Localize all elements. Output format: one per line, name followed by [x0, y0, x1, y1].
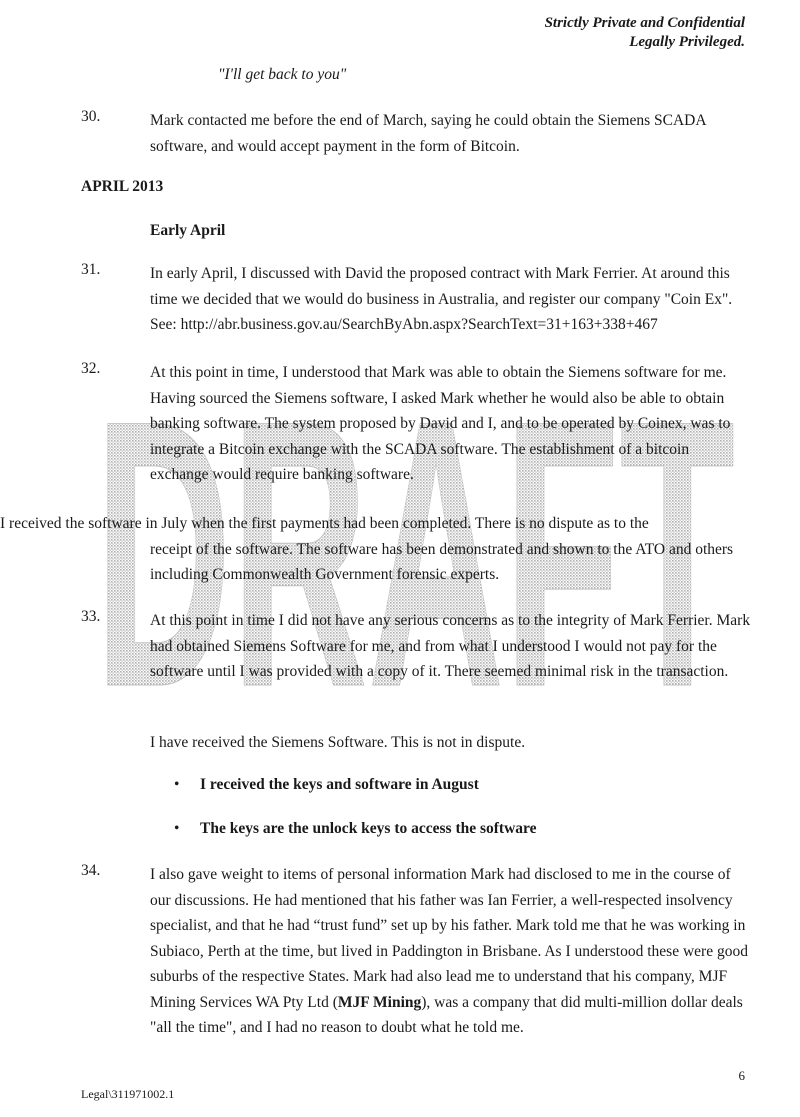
confidentiality-header: [545, 14, 745, 52]
paragraph-text: At this point in time, I understood that Mark was able to obtain the Siemens software for me. Having sourced the Siemens software, I asked Mark whether he would also be able to obtain banking software. The system proposed by David and I, and to be operated by Coinex, was to integrate a Bitcoin exchange with the SCADA software. The establishment of a bitcoin exchange would require banking software.: [150, 364, 731, 483]
quote-line: "I'll get back to you": [218, 66, 347, 83]
paragraph-31: [81, 261, 751, 338]
bullet-dot-icon: •: [174, 820, 180, 837]
unnumbered-paragraph: [0, 511, 751, 588]
paragraph-number: 32.: [81, 360, 101, 377]
paragraph-first-line: I received the software in July when the first payments had been completed. There is no dispute as to the: [0, 515, 649, 532]
bullet-item: • I received the keys and software in August: [174, 776, 479, 793]
paragraph-continuation: receipt of the software. The software has been demonstrated and shown to the ATO and others including Commonwealth Government forensic experts.: [150, 540, 734, 583]
paragraph-number: 31.: [81, 261, 101, 278]
see-label: See:: [150, 316, 181, 333]
abr-search-link[interactable]: http://abr.business.gov.au/SearchByAbn.aspx?SearchText=31+163+338+467: [180, 316, 658, 333]
paragraph-30: [81, 108, 751, 159]
header-line-2: Legally Privileged.: [629, 34, 745, 50]
paragraph-number: 33.: [81, 608, 101, 625]
paragraph-body: In early April, I discussed with David the proposed contract with Mark Ferrier. At around this time we decided that we would do business in Australia, and register our company "Coin Ex".: [150, 265, 733, 308]
watermark-text: DRAFT: [95, 395, 735, 695]
paragraph-text: [150, 261, 751, 338]
header-line-1: Strictly Private and Confidential: [544, 15, 745, 31]
paragraph-number: 34.: [81, 862, 101, 879]
section-heading: APRIL 2013: [81, 178, 164, 195]
bullet-item: • The keys are the unlock keys to access the software: [174, 820, 537, 837]
paragraph-text: At this point in time I did not have any serious concerns as to the integrity of Mark Ferrier. Mark had obtained Siemens Software for me, and from what I understood I would not pay for the software until I was provided with a copy of it. There seemed minimal risk in the transaction.: [150, 612, 751, 680]
page-number: 6: [738, 1068, 745, 1083]
paragraph-text: Mark contacted me before the end of March, saying he could obtain the Siemens SCADA software, and would accept payment in the form of Bitcoin.: [150, 112, 706, 155]
paragraph-34: [81, 862, 751, 1041]
paragraph-32: [81, 360, 751, 488]
paragraph-text: I also gave weight to items of personal information Mark had disclosed to me in the course of our discussions. He had mentioned that his father was Ian Ferrier, a well-respected insolvency specialist, and that he had “trust fund” set up by his father. Mark told me that he was working in Subiaco, Perth at the time, but lived in Paddington in Brisbane. As I understood these were good suburbs of the respective States. Mark had also lead me to understand that his company, MJF Mining Services WA Pty Ltd (MJF Mining), was a company that did multi-million dollar deals "all the time", and I had no reason to doubt what he told me.: [150, 866, 748, 1036]
bullet-list: [150, 776, 750, 864]
document-reference: Legal\311971002.1: [81, 1087, 175, 1101]
sub-heading: Early April: [150, 222, 226, 239]
bullet-dot-icon: •: [174, 776, 180, 793]
paragraph-number: 30.: [81, 108, 101, 125]
defined-term: MJF Mining: [337, 993, 422, 1011]
received-statement: I have received the Siemens Software. This is not in dispute.: [150, 734, 526, 751]
paragraph-33: [81, 608, 751, 685]
